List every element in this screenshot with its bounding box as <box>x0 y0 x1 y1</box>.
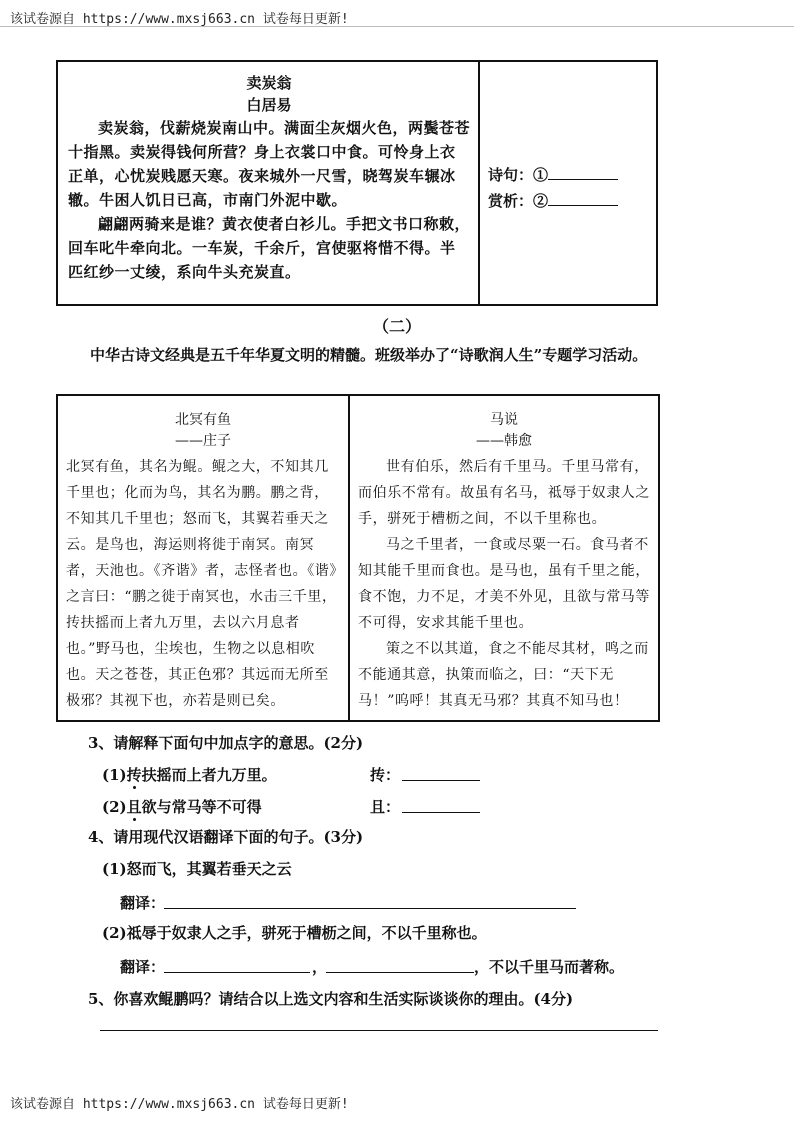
q3-s2-rest: 欲与常马等不可得 <box>141 798 262 816</box>
q4-s1-translation-blank[interactable] <box>164 908 576 909</box>
question-3-sentence-2 <box>102 796 262 817</box>
q4-s2-translation-blank-1[interactable] <box>164 972 310 973</box>
text-a-title: 北冥有鱼 <box>175 412 231 428</box>
q4-s2-tail: ，不以千里马而著称。 <box>474 958 625 976</box>
text-a-column <box>58 396 350 720</box>
q3-s1-answer-blank[interactable] <box>402 780 480 781</box>
section-title: （二） <box>372 317 421 336</box>
text-a-author: ——庄子 <box>175 433 231 449</box>
question-4-sentence-1: (1)怒而飞，其翼若垂天之云 <box>102 860 292 878</box>
text-b-title: 马说 <box>490 412 518 428</box>
answer-line-1 <box>488 162 618 188</box>
text-b-paragraph-1: 世有伯乐，然后有千里马。千里马常有，而伯乐不常有。故虽有名马，祗辱于奴隶人之手，骈死于槽枥之间，不以千里称也。 <box>358 459 650 527</box>
answer-line-2 <box>488 188 618 214</box>
answer-blank-2[interactable] <box>548 189 618 206</box>
answer-blank-1[interactable] <box>548 163 618 180</box>
question-3-sentence-1 <box>102 764 277 785</box>
poem-paragraph-2: 翩翩两骑来是谁？黄衣使者白衫儿。手把文书口称敕，回车叱牛牵向北。一车炭，千余斤，宫使驱将惜不得。半匹红纱一丈绫，系向牛头充炭直。 <box>68 215 471 281</box>
text-b-paragraph-2: 马之千里者，一食或尽粟一石。食马者不知其能千里而食也。是马也，虽有千里之能，食不饱，力不足，才美不外见，且欲与常马等不可得，安求其能千里也。 <box>358 537 650 631</box>
q3-s1-dotted-char: 抟 <box>126 766 142 784</box>
q3-s1-rest: 扶摇而上者九万里。 <box>141 766 277 784</box>
q3-s2-prefix: (2) <box>102 798 127 816</box>
page-header: 该试卷源自 https://www.mxsj663.cn 试卷每日更新! <box>10 12 349 27</box>
text-b-column <box>350 396 658 720</box>
text-b-paragraph-3: 策之不以其道，食之不能尽其材，鸣之而不能通其意，执策而临之，曰：“天下无马！”呜呼！其真无马邪？其真不知马也！ <box>358 641 649 709</box>
section-intro: 中华古诗文经典是五千年华夏文明的精髓。班级举办了“诗歌润人生”专题学习活动。 <box>90 346 648 364</box>
q3-s1-answer-label: 抟： <box>370 766 401 784</box>
q5-answer-line[interactable] <box>100 1030 658 1031</box>
q3-s2-answer-blank[interactable] <box>402 812 480 813</box>
header-divider <box>0 26 794 27</box>
question-4-stem: 4、请用现代汉语翻译下面的句子。(3分) <box>88 828 364 846</box>
q4-s2-translation-label: 翻译： <box>120 958 166 976</box>
classical-text-box <box>56 394 660 722</box>
poem-title: 卖炭翁 <box>246 74 292 92</box>
question-3-stem: 3、请解释下面句中加点字的意思。(2分) <box>88 734 364 752</box>
poem-paragraph-1: 卖炭翁，伐薪烧炭南山中。满面尘灰烟火色，两鬓苍苍十指黑。卖炭得钱何所营？身上衣裳口中食。可怜身上衣正单，心忧炭贱愿天寒。夜来城外一尺雪，晓驾炭车辗冰辙。牛困人饥日已高，市南门外泥中歇。 <box>68 119 471 209</box>
q3-s2-dotted-char: 且 <box>126 798 142 816</box>
poem-box <box>56 60 658 306</box>
q3-s2-answer-label: 且： <box>370 798 401 816</box>
question-4-sentence-2: (2)祗辱于奴隶人之手，骈死于槽枥之间，不以千里称也。 <box>102 924 487 942</box>
answer-label-2: 赏析：② <box>488 192 549 210</box>
text-a-body: 北冥有鱼，其名为鲲。鲲之大，不知其几千里也；化而为鸟，其名为鹏。鹏之背，不知其几千里也；怒而飞，其翼若垂天之云。是鸟也，海运则将徙于南冥。南冥者，天池也。《齐谐》者，志怪者也。《谐》之言曰：“鹏之徙于南冥也，水击三千里，抟扶摇而上者九万里，去以六月息者也。”野马也，尘埃也，生物之以息相吹也。天之苍苍，其正色邪？其远而无所至极邪？其视下也，亦若是则已矣。 <box>66 459 337 709</box>
q4-s2-comma: ， <box>312 958 328 976</box>
q4-s2-translation-blank-2[interactable] <box>326 972 474 973</box>
answer-label-1: 诗句：① <box>488 166 549 184</box>
question-5-stem: 5、你喜欢鲲鹏吗？请结合以上选文内容和生活实际谈谈你的理由。(4分) <box>88 990 574 1008</box>
q3-s1-prefix: (1) <box>102 766 127 784</box>
page-footer: 该试卷源自 https://www.mxsj663.cn 试卷每日更新! <box>10 1097 349 1112</box>
poem-author: 白居易 <box>246 96 292 114</box>
text-b-author: ——韩愈 <box>476 433 532 449</box>
answer-panel <box>488 162 618 214</box>
q4-s1-translation-label: 翻译： <box>120 894 166 912</box>
poem-text-panel <box>58 62 480 304</box>
